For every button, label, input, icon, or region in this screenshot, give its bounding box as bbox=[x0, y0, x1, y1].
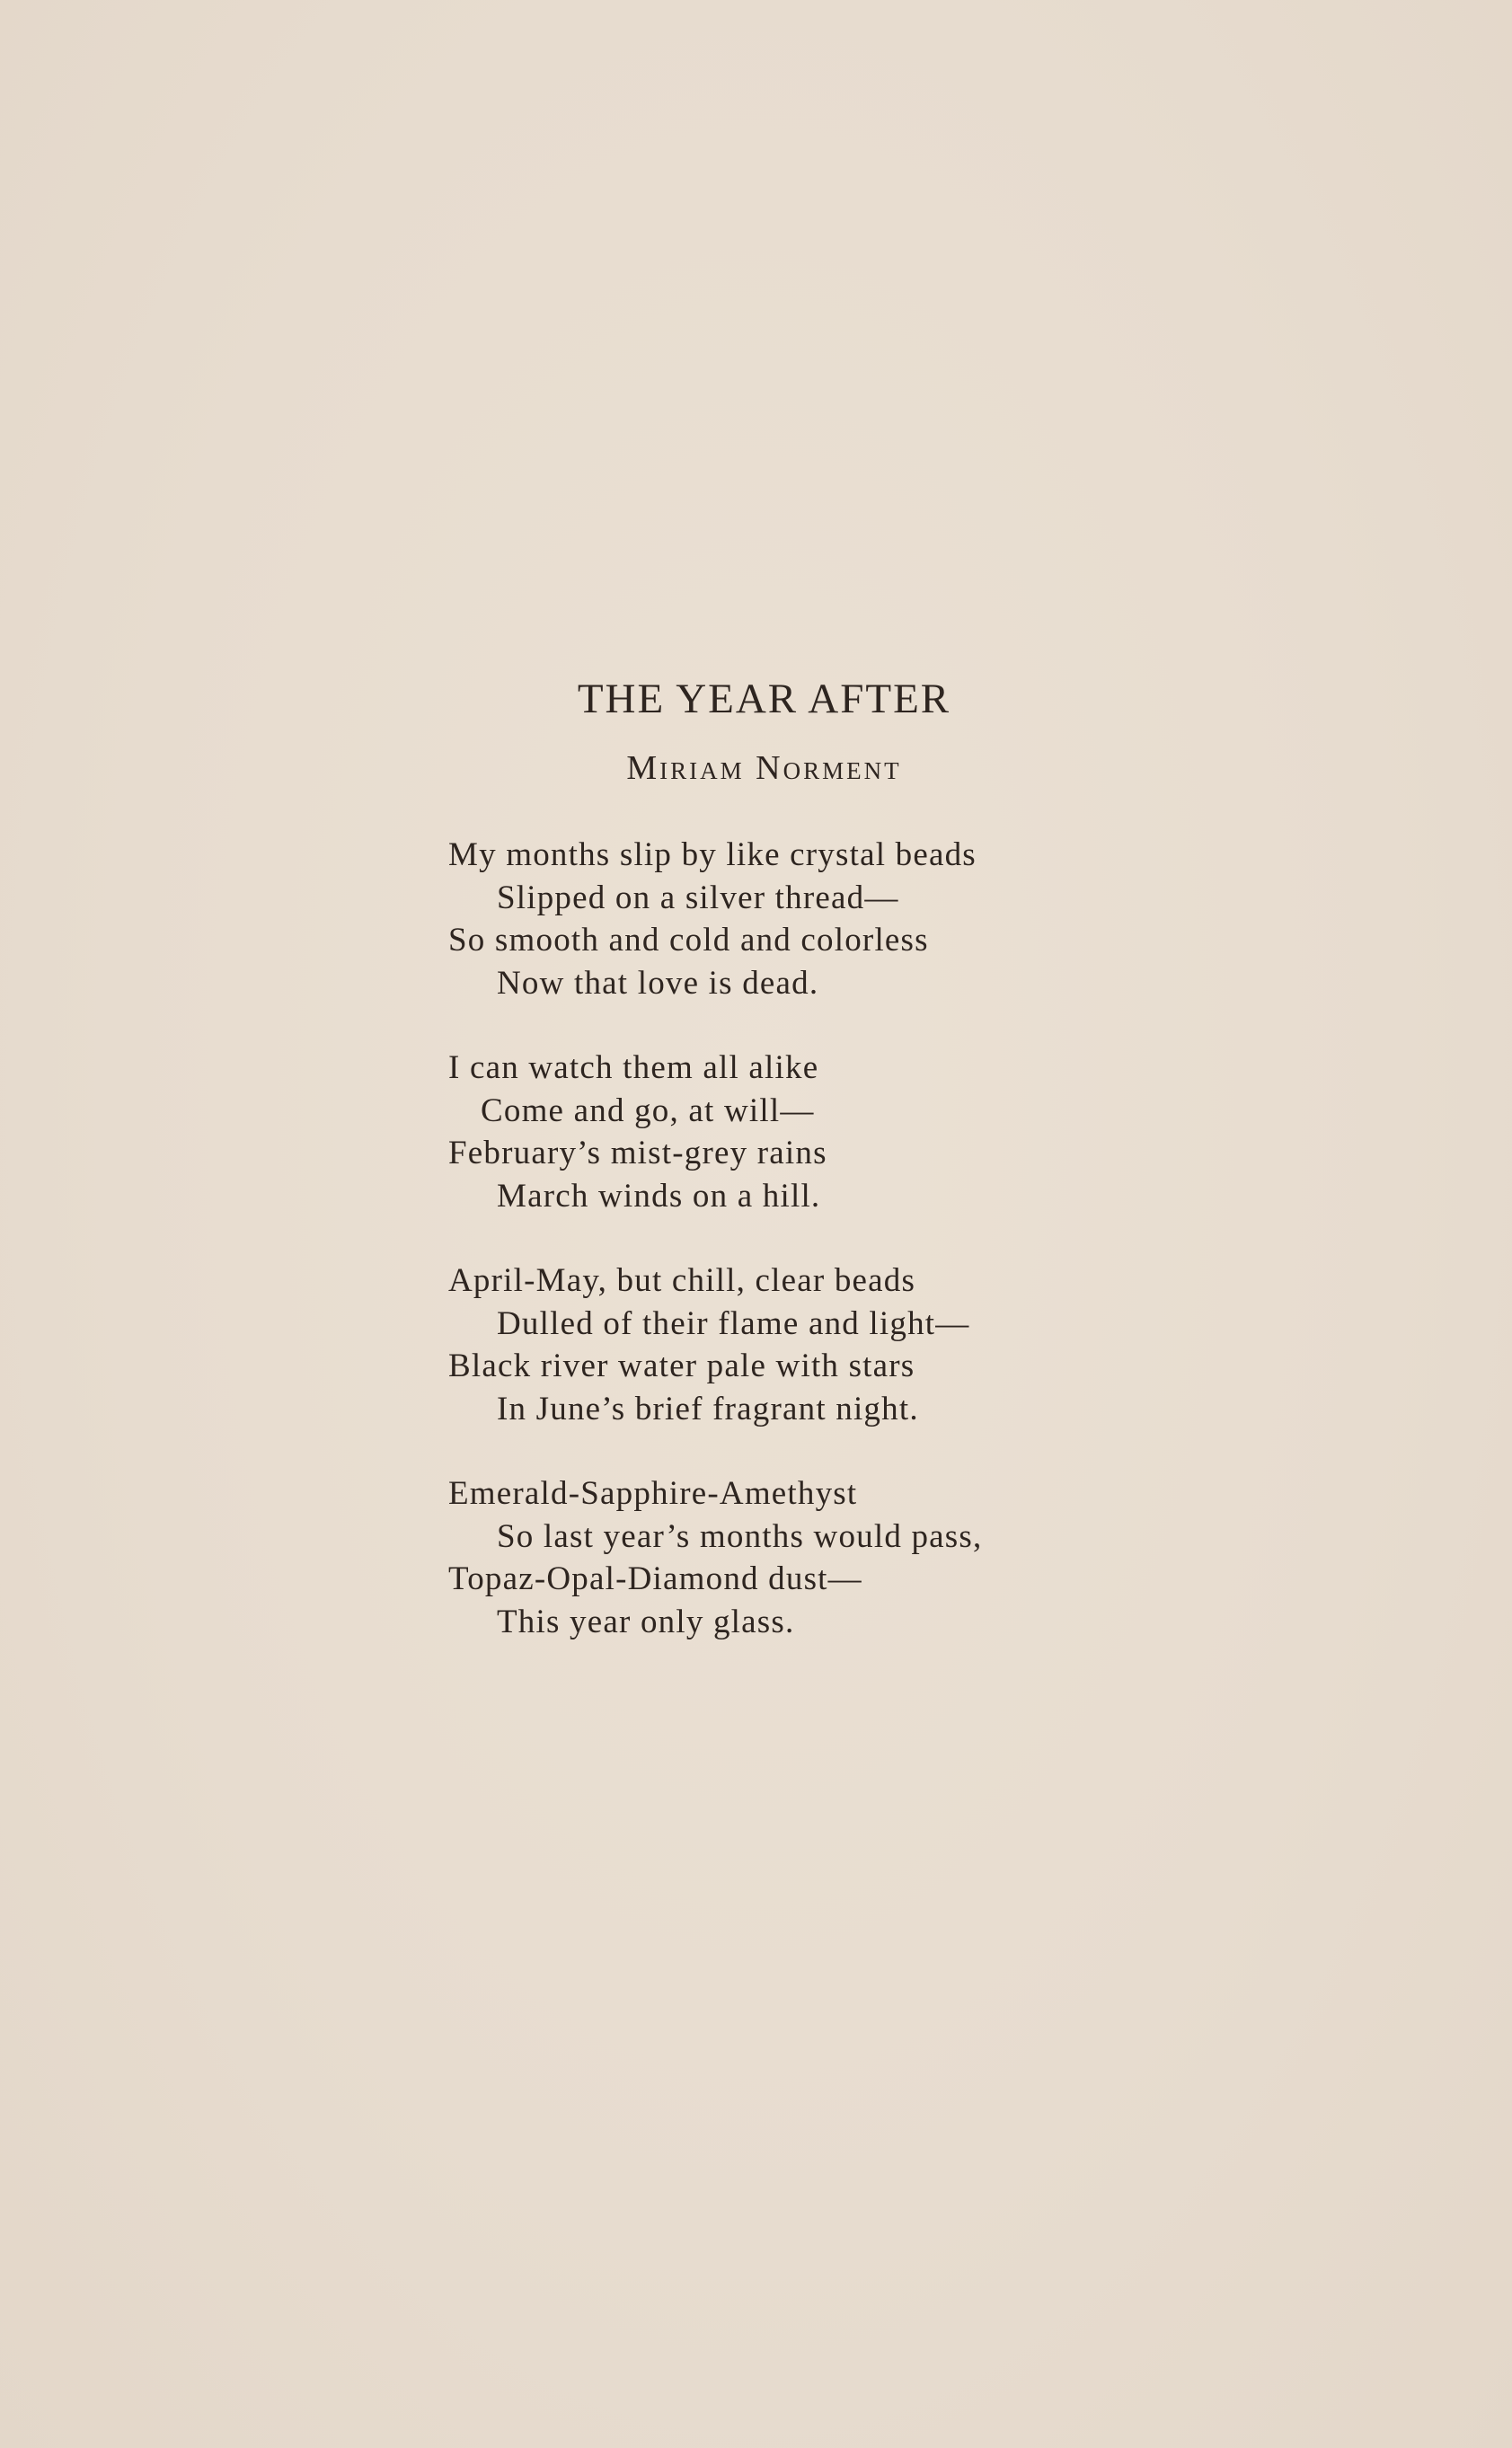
poem-title: THE YEAR AFTER bbox=[577, 676, 951, 722]
poem-line: So smooth and cold and colorless bbox=[448, 922, 929, 959]
poem-line: My months slip by like crystal beads bbox=[448, 836, 977, 873]
poem-line: I can watch them all alike bbox=[448, 1049, 819, 1086]
poem-line: So last year’s months would pass, bbox=[497, 1517, 983, 1555]
poem-line: Black river water pale with stars bbox=[448, 1348, 915, 1384]
poem-line: March winds on a hill. bbox=[497, 1177, 821, 1215]
poem-line: Slipped on a silver thread— bbox=[497, 879, 899, 916]
poem-line: Dulled of their flame and light— bbox=[497, 1304, 970, 1342]
poem-body bbox=[448, 834, 1131, 1685]
poem-line: Now that love is dead. bbox=[497, 964, 819, 1002]
stanza-3 bbox=[448, 1259, 1131, 1430]
poem-line: This year only glass. bbox=[497, 1603, 795, 1640]
poem-line: Topaz-Opal-Diamond dust— bbox=[448, 1560, 862, 1597]
stanza-1 bbox=[448, 834, 1131, 1004]
poem-line: April-May, but chill, clear beads bbox=[448, 1262, 916, 1299]
poem-line: Come and go, at will— bbox=[481, 1091, 815, 1129]
poem-line: In June’s brief fragrant night. bbox=[497, 1390, 919, 1427]
stanza-2 bbox=[448, 1047, 1131, 1217]
stanza-4 bbox=[448, 1472, 1131, 1643]
poem-line: Emerald-Sapphire-Amethyst bbox=[448, 1475, 858, 1512]
poem-author: Miriam Norment bbox=[626, 749, 902, 787]
poem-line: February’s mist-grey rains bbox=[448, 1135, 827, 1171]
